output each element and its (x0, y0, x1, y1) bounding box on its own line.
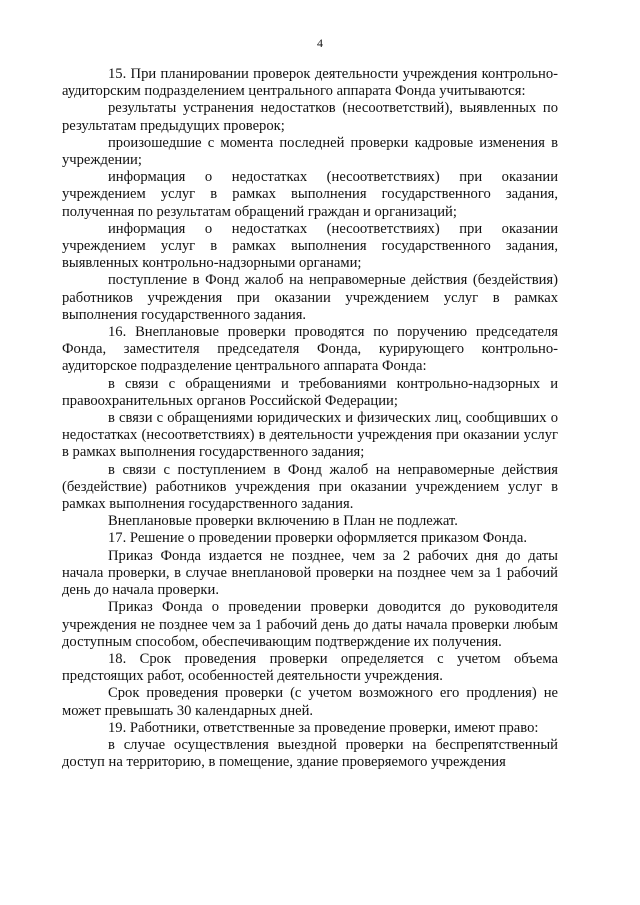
page-number: 4 (317, 36, 323, 50)
document-body (62, 66, 558, 771)
list-item: поступление в Фонд жалоб на неправомерные действия (бездействия) работников учреждения при оказании учреждением услуг в рамках выполнения государственного задания. (62, 272, 558, 323)
list-item: информация о недостатках (несоответствиях) при оказании учреждением услуг в рамках выполнения государственного задания, полученная по результатам обращений граждан и организаций; (62, 169, 558, 220)
paragraph: Приказ Фонда издается не позднее, чем за 2 рабочих дня до даты начала проверки, в случае внеплановой проверки на позднее чем за 1 рабочий день до начала проверки. (62, 547, 558, 599)
list-item: в связи с обращениями юридических и физических лиц, сообщивших о недостатках (несоответствиях) в деятельности учреждения при оказании услуг в рамках выполнения государственного задания; (62, 410, 558, 461)
paragraph-19: 19. Работники, ответственные за проведение проверки, имеют право: (108, 719, 539, 736)
list-item: информация о недостатках (несоответствиях) при оказании учреждением услуг в рамках выполнения государственного задания, выявленных контрольно-надзорными органами; (62, 220, 558, 272)
paragraph-17: 17. Решение о проведении проверки оформляется приказом Фонда. (108, 530, 527, 547)
list-item: в связи с поступлением в Фонд жалоб на неправомерные действия (бездействие) работников учреждения при оказании учреждением услуг в рамках выполнения государственного задания. (62, 461, 558, 513)
paragraph-15: 15. При планировании проверок деятельности учреждения контрольно-аудиторским подразделением центрального аппарата Фонда учитываются: (62, 66, 558, 100)
list-item: в случае осуществления выездной проверки на беспрепятственный доступ на территорию, в помещение, здание проверяемого учреждения (62, 736, 558, 771)
paragraph: Приказ Фонда о проведении проверки доводится до руководителя учреждения не позднее чем за 1 рабочий день до даты начала проверки любым доступным способом, обеспечивающим подтверждение их получения. (62, 599, 558, 650)
paragraph: Внеплановые проверки включению в План не подлежат. (108, 513, 458, 530)
list-item: в связи с обращениями и требованиями контрольно-надзорных и правоохранительных органов Российской Федерации; (62, 375, 558, 409)
list-item: результаты устранения недостатков (несоответствий), выявленных по результатам предыдущих проверок; (62, 100, 558, 134)
list-item: произошедшие с момента последней проверки кадровые изменения в учреждении; (62, 134, 558, 169)
paragraph: Срок проведения проверки (с учетом возможного его продления) не может превышать 30 календарных дней. (62, 685, 558, 719)
paragraph-16: 16. Внеплановые проверки проводятся по поручению председателя Фонда, заместителя председателя Фонда, курирующего контрольно-аудиторское подразделение центрального аппарата Фонда: (62, 324, 558, 375)
paragraph-18: 18. Срок проведения проверки определяется с учетом объема предстоящих работ, особенностей деятельности учреждения. (62, 650, 558, 685)
